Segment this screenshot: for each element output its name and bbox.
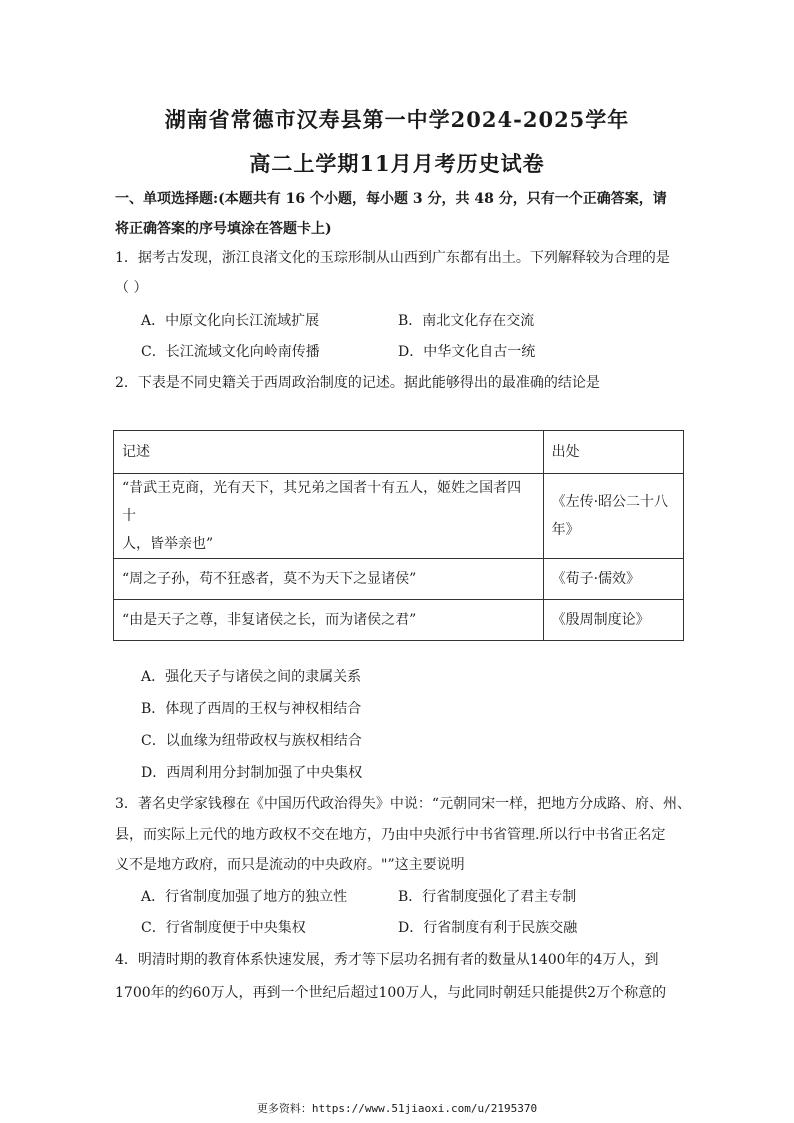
q3-option-a: A．行省制度加强了地方的独立性 <box>141 889 348 905</box>
table-row <box>114 559 684 600</box>
table-cell-source <box>543 474 683 559</box>
q2-option-a: A．强化天子与诸侯之间的隶属关系 <box>141 669 362 685</box>
q1-option-d: D．中华文化自古一统 <box>398 344 536 360</box>
q2-option-b: B．体现了西周的王权与神权相结合 <box>141 701 362 717</box>
q3-option-d: D．行省制度有利于民族交融 <box>398 920 578 936</box>
source-line: 年》 <box>551 522 580 538</box>
quote-line: 人，皆举亲也” <box>122 536 214 552</box>
footer-source-link[interactable]: 更多资料：https://www.51jiaoxi.com/u/2195370 <box>256 1102 538 1115</box>
table-cell-quote <box>114 474 544 559</box>
q1-stem-line2: （ ） <box>115 280 148 296</box>
q3-stem-line3: 义不是地方政府，而只是流动的中央政府。"”这主要说明 <box>115 857 465 873</box>
table-header-row <box>114 431 684 474</box>
q1-option-a: A．中原文化向长江流域扩展 <box>141 313 320 329</box>
q1-stem-line1: 1．据考古发现，浙江良渚文化的玉琮形制从山西到广东都有出土。下列解释较为合理的是 <box>115 250 670 266</box>
q3-stem-line2: 县，而实际上元代的地方政权不交在地方，乃由中央派行中书省管理.所以行中书省正名定 <box>115 827 666 843</box>
q2-source-table <box>113 430 684 641</box>
source-line: 《左传·昭公二十八 <box>551 494 669 510</box>
q2-option-d: D．西周利用分封制加强了中央集权 <box>141 765 363 781</box>
table-cell-quote: “周之子孙，苟不狂惑者，莫不为天下之显诸侯” <box>114 559 544 600</box>
exam-title-line1: 湖南省常德市汉寿县第一中学2024-2025学年 <box>164 107 630 132</box>
q3-option-b: B．行省制度强化了君主专制 <box>398 889 577 905</box>
table-header-source: 出处 <box>543 431 683 474</box>
table-row <box>114 474 684 559</box>
section-instruction-line1: 一、单项选择题:(本题共有 16 个小题，每小题 3 分，共 48 分，只有一个正确答案，请 <box>115 191 667 207</box>
table-cell-source: 《荀子·儒效》 <box>543 559 683 600</box>
table-cell-source: 《殷周制度论》 <box>543 600 683 641</box>
q4-stem-line1: 4．明清时期的教育体系快速发展，秀才等下层功名拥有者的数量从1400年的4万人，到 <box>115 952 659 968</box>
q1-option-b: B．南北文化存在交流 <box>398 313 535 329</box>
table-header-quote: 记述 <box>114 431 544 474</box>
quote-line: “昔武王克商，光有天下，其兄弟之国者十有五人，姬姓之国者四十 <box>122 480 522 524</box>
exam-title-line2: 高二上学期11月月考历史试卷 <box>249 151 545 176</box>
q2-option-c: C．以血缘为纽带政权与族权相结合 <box>141 733 362 749</box>
q1-option-c: C．长江流域文化向岭南传播 <box>141 344 320 360</box>
q2-stem: 2．下表是不同史籍关于西周政治制度的记述。据此能够得出的最准确的结论是 <box>115 375 600 391</box>
q3-stem-line1: 3．著名史学家钱穆在《中国历代政治得失》中说：“元朝同宋一样，把地方分成路、府、州、 <box>115 796 692 812</box>
q4-stem-line2: 1700年的约60万人，再到一个世纪后超过100万人，与此同时朝廷只能提供2万个称意的 <box>115 985 667 1001</box>
section-instruction-line2: 将正确答案的序号填涂在答题卡上) <box>115 221 332 237</box>
q3-option-c: C．行省制度便于中央集权 <box>141 920 306 936</box>
table-row <box>114 600 684 641</box>
table-cell-quote: “由是天子之尊，非复诸侯之长，而为诸侯之君” <box>114 600 544 641</box>
